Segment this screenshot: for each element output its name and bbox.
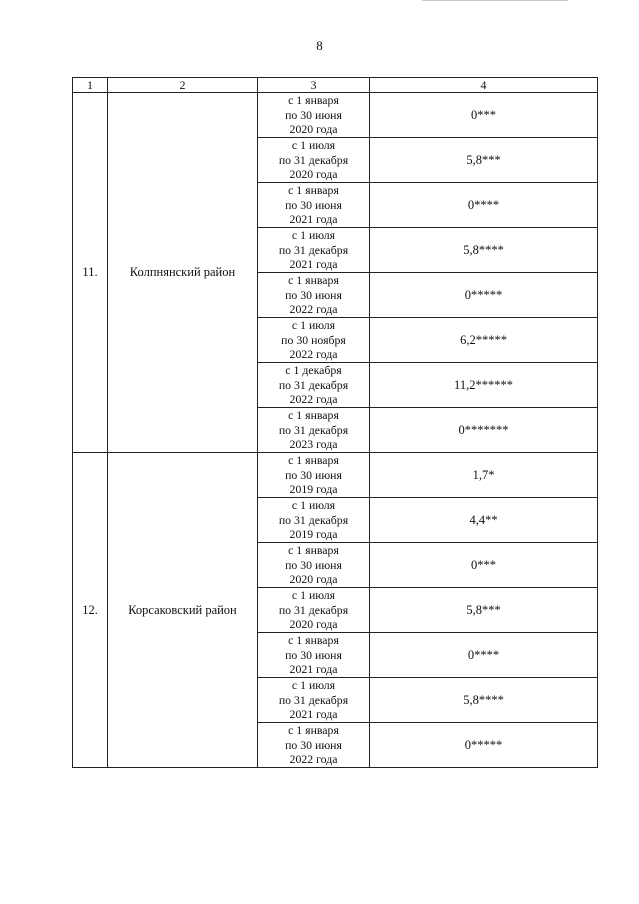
period-line: с 1 июля (291, 318, 336, 333)
rate-value: 5,8*** (370, 138, 598, 183)
period-line: с 1 января (288, 453, 339, 468)
period-cell (258, 273, 370, 318)
period-line: 2021 года (289, 662, 338, 677)
period-line: с 1 декабря (285, 363, 342, 378)
period-line: по 31 декабря (278, 512, 349, 527)
rate-value: 1,7* (370, 453, 598, 498)
period-line: по 30 ноября (281, 332, 346, 347)
rate-value: 0*** (370, 93, 598, 138)
period-line: 2021 года (289, 212, 338, 227)
period-cell (258, 363, 370, 408)
period-line: по 30 июня (285, 107, 342, 122)
period-line: с 1 июля (291, 588, 336, 603)
period-line: 2022 года (289, 302, 338, 317)
table-row (73, 93, 598, 138)
period-line: 2020 года (289, 122, 338, 137)
period-line: 2022 года (289, 752, 338, 767)
period-line: по 30 июня (285, 467, 342, 482)
period-line: 2020 года (289, 617, 338, 632)
period-line: 2019 года (289, 527, 338, 542)
period-line: с 1 января (288, 408, 339, 423)
period-line: 2020 года (289, 572, 338, 587)
period-line: по 31 декабря (278, 692, 349, 707)
period-cell (258, 183, 370, 228)
period-cell (258, 453, 370, 498)
column-header: 3 (258, 78, 370, 93)
rate-value: 0*** (370, 543, 598, 588)
period-line: по 31 декабря (278, 377, 349, 392)
period-cell (258, 588, 370, 633)
column-header: 1 (73, 78, 108, 93)
period-line: по 31 декабря (278, 152, 349, 167)
period-cell (258, 138, 370, 183)
rate-value: 0***** (370, 723, 598, 768)
period-line: с 1 июля (291, 228, 336, 243)
table-row (73, 453, 598, 498)
table-body (73, 78, 598, 768)
rate-value: 0***** (370, 273, 598, 318)
period-line: с 1 января (288, 723, 339, 738)
period-line: с 1 января (288, 183, 339, 198)
period-cell (258, 318, 370, 363)
period-line: по 30 июня (285, 557, 342, 572)
period-line: по 31 декабря (278, 422, 349, 437)
period-cell (258, 228, 370, 273)
period-line: с 1 июля (291, 678, 336, 693)
period-cell (258, 498, 370, 543)
district-name: Корсаковский район (108, 453, 258, 768)
column-header: 2 (108, 78, 258, 93)
period-cell (258, 93, 370, 138)
rate-value: 6,2***** (370, 318, 598, 363)
rate-value: 11,2****** (370, 363, 598, 408)
period-line: по 30 июня (285, 287, 342, 302)
period-line: 2022 года (289, 392, 338, 407)
period-line: по 31 декабря (278, 242, 349, 257)
period-line: с 1 января (288, 273, 339, 288)
period-line: 2021 года (289, 707, 338, 722)
period-cell (258, 678, 370, 723)
row-number: 12. (73, 453, 108, 768)
period-line: 2021 года (289, 257, 338, 272)
column-header: 4 (370, 78, 598, 93)
period-cell (258, 723, 370, 768)
rate-value: 0**** (370, 633, 598, 678)
period-cell (258, 408, 370, 453)
period-line: по 30 июня (285, 647, 342, 662)
period-cell (258, 543, 370, 588)
rate-value: 4,4** (370, 498, 598, 543)
rate-value: 5,8**** (370, 678, 598, 723)
rate-value: 5,8*** (370, 588, 598, 633)
period-line: 2023 года (289, 437, 338, 452)
header-row (73, 78, 598, 93)
period-line: 2020 года (289, 167, 338, 182)
period-line: 2022 года (289, 347, 338, 362)
period-line: с 1 июля (291, 138, 336, 153)
row-number: 11. (73, 93, 108, 453)
period-line: по 30 июня (285, 197, 342, 212)
period-line: 2019 года (289, 482, 338, 497)
period-line: с 1 января (288, 543, 339, 558)
tariff-table (72, 77, 598, 768)
period-cell (258, 633, 370, 678)
period-line: по 31 декабря (278, 602, 349, 617)
period-line: по 30 июня (285, 737, 342, 752)
district-name: Колпнянский район (108, 93, 258, 453)
rate-value: 0******* (370, 408, 598, 453)
period-line: с 1 июля (291, 498, 336, 513)
rate-value: 0**** (370, 183, 598, 228)
rate-value: 5,8**** (370, 228, 598, 273)
period-line: с 1 января (288, 93, 339, 108)
top-rule (422, 0, 568, 1)
period-line: с 1 января (288, 633, 339, 648)
page-number: 8 (316, 38, 323, 53)
